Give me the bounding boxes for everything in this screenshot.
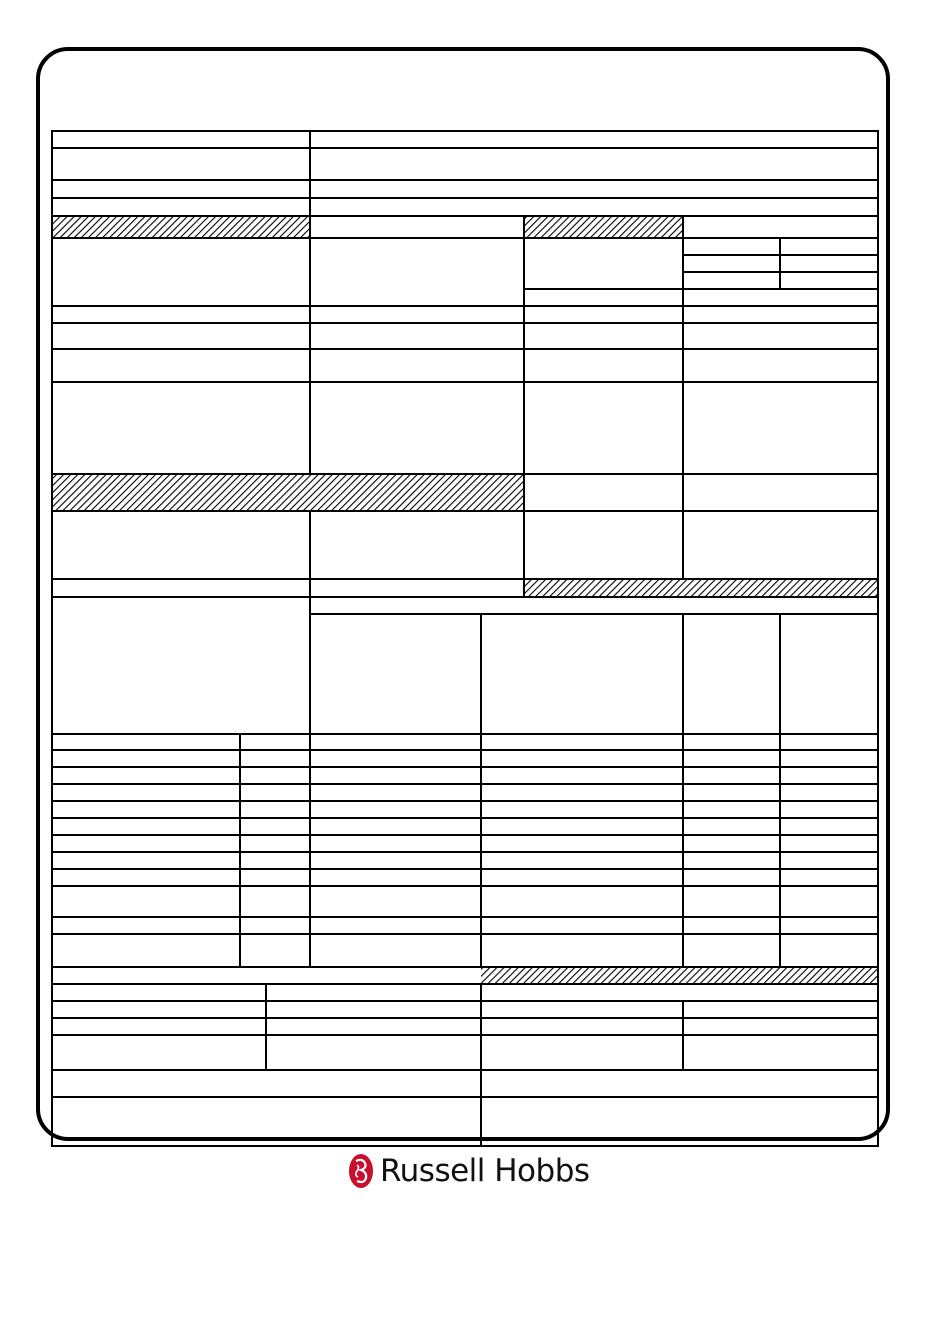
hatched-cell: [524, 216, 683, 238]
brand-name: Russell Hobbs: [380, 1153, 590, 1189]
hatched-cell: [52, 474, 524, 511]
hatched-cell: [524, 579, 878, 597]
hatched-cell: [52, 216, 310, 238]
brand-logo: [348, 1150, 590, 1192]
hatched-cell: [481, 967, 878, 984]
table-grid-lines: [52, 131, 878, 1146]
russell-hobbs-logo-icon: [348, 1153, 374, 1189]
